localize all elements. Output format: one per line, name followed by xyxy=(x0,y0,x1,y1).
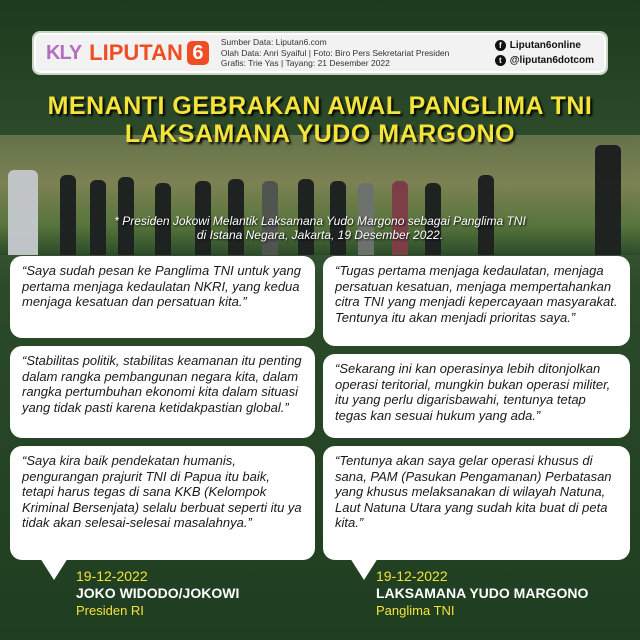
facebook-handle: Liputan6online xyxy=(509,40,581,51)
speaker-role: Panglima TNI xyxy=(376,603,455,618)
speaker-name: JOKO WIDODO/JOKOWI xyxy=(76,585,240,601)
twitter-handle: @liputan6dotcom xyxy=(509,55,594,66)
social-links xyxy=(495,38,594,68)
facebook-icon: f xyxy=(495,40,506,51)
credits xyxy=(221,37,495,69)
caption-line: * Presiden Jokowi Melantik Laksamana Yudo Margono sebagai Panglima TNI xyxy=(114,214,526,228)
brand-text: LIPUTAN xyxy=(89,40,183,65)
title-line: MENANTI GEBRAKAN AWAL PANGLIMA TNI xyxy=(47,92,593,120)
twitter-link[interactable] xyxy=(495,53,594,68)
header-bar xyxy=(34,33,606,73)
title-line: LAKSAMANA YUDO MARGONO xyxy=(124,120,516,148)
credit-data: Olah Data: Anri Syaiful | Foto: Biro Pers Sekretariat Presiden xyxy=(220,47,450,58)
figure xyxy=(8,170,38,255)
bubble-tail xyxy=(350,558,378,580)
speaker-role: Presiden RI xyxy=(76,603,144,618)
figure xyxy=(60,175,76,255)
speaker-date: 19-12-2022 xyxy=(376,568,448,584)
speaker-name: LAKSAMANA YUDO MARGONO xyxy=(376,585,589,601)
quote-bubble: “Stabilitas politik, stabilitas keamanan itu penting dalam rangka pembangunan negara kita, dalam rangka pertumbuhan ekonomi kita dalam situasi yang tidak pasti karena ketidakpastian global.” xyxy=(10,346,315,438)
speaker-date: 19-12-2022 xyxy=(76,568,148,584)
quote-bubble: “Saya sudah pesan ke Panglima TNI untuk yang pertama menjaga kedaulatan NKRI, yang kedua menjaga kesatuan dan persatuan kita.” xyxy=(10,256,315,338)
figure xyxy=(595,145,621,255)
twitter-icon: t xyxy=(495,55,506,66)
quote-bubble: “Tugas pertama menjaga kedaulatan, menjaga persatuan kesatuan, menjaga mempertahankan citra TNI yang menjadi kepercayaan masyarakat. Tentunya itu akan menjadi prioritas saya.” xyxy=(323,256,630,346)
photo-caption xyxy=(100,214,540,242)
kly-logo: KLY xyxy=(46,41,82,64)
credit-graphic: Grafis: Trie Yas | Tayang: 21 Desember 2022 xyxy=(220,58,390,69)
right-speaker xyxy=(376,568,588,619)
caption-line: di Istana Negara, Jakarta, 19 Desember 2022. xyxy=(196,228,444,242)
facebook-link[interactable] xyxy=(495,38,594,53)
brand-six: 6 xyxy=(187,41,209,65)
quote-bubble: “Sekarang ini kan operasinya lebih ditonjolkan operasi teritorial, mungkin bukan operasi militer, itu yang perlu digarisbawahi, tentunya tetap tegas kan sesuai hukum yang ada.” xyxy=(323,354,630,438)
left-speaker xyxy=(76,568,239,619)
credit-source: Sumber Data: Liputan6.com xyxy=(220,37,327,48)
bubble-tail xyxy=(40,558,68,580)
page-title xyxy=(0,92,640,148)
liputan6-logo xyxy=(89,40,209,66)
quote-bubble: “Tentunya akan saya gelar operasi khusus di sana, PAM (Pasukan Pengamanan) Perbatasan yang khusus melaksanakan di wilayah Natuna, Laut Natuna Utara yang sudah kita buat di peta kita.” xyxy=(323,446,630,560)
quote-bubble: “Saya kira baik pendekatan humanis, pengurangan prajurit TNI di Papua itu baik, tetapi harus tegas di sana KKB (Kelompok Kriminal Bersenjata) selalu berbuat seperti itu ya tidak akan selesai-selesai masalahnya.” xyxy=(10,446,315,560)
